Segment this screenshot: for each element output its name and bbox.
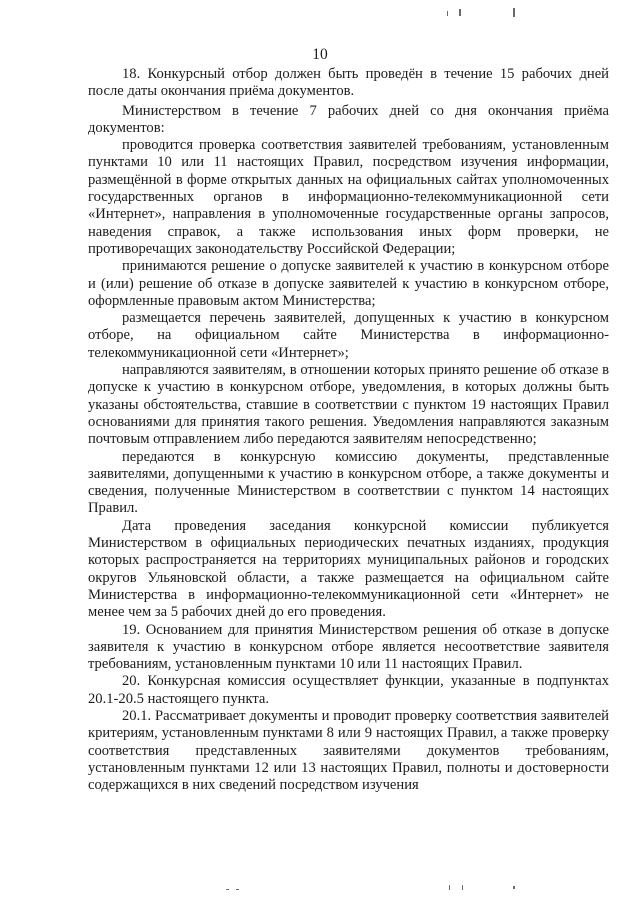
paragraph-list-published: размещается перечень заявителей, допущенных к участию в конкурсном отборе, на официальном сайте Министерства в информационно-телекоммуникационной сети «Интернет»; [88, 310, 609, 361]
paragraph-20: 20. Конкурсная комиссия осуществляет функции, указанные в подпунктах 20.1-20.5 настоящего пункта. [88, 673, 609, 707]
paragraph-admission-decision: принимаются решение о допуске заявителей к участию в конкурсном отборе и (или) решение об отказе в допуске заявителей к участию в конкурсном отборе, оформленные правовым актом Министерства; [88, 258, 609, 309]
paragraph-meeting-date: Дата проведения заседания конкурсной комиссии публикуется Министерством в официальных периодических печатных изданиях, продукция которых распространяется на территориях муниципальных районов и городских округов Ульяновской области, а также размещается на официальном сайте Министерства в информационно-телекоммуникационной сети «Интернет» не менее чем за 5 рабочих дней до его проведения. [88, 517, 609, 621]
scan-speck [462, 885, 463, 890]
paragraph-documents-to-commission: передаются в конкурсную комиссию документы, представленные заявителями, допущенными к участию в конкурсном отборе, а также документы и сведения, полученные Министерством в соответствии с пунктом 14 настоящих Правил. [88, 448, 609, 517]
scan-speck [513, 8, 515, 17]
page-number: 10 [312, 46, 328, 63]
paragraph-refusal-notices: направляются заявителям, в отношении которых принято решение об отказе в допуске к участию в конкурсном отборе, уведомления, в которых должны быть указаны обстоятельства, ставшие в соответствии с пунктом 19 настоящих Правил основаниями для принятия такого решения. Уведомления направляются заказным почтовым отправлением либо передаются заявителям непосредственно; [88, 362, 609, 448]
scan-speck [226, 889, 229, 890]
scan-speck [236, 889, 239, 890]
scan-speck [449, 885, 450, 890]
paragraph-verification: проводится проверка соответствия заявителей требованиям, установленным пунктами 10 или 11 настоящих Правил, посредством изучения информации, размещённой в форме открытых данных на официальных сайтах уполномоченных государственных органов в информационно-телекоммуникационной сети «Интернет», направления в уполномоченные государственные органы запросов, наведения справок, а также использования иных форм проверки, не противоречащих законодательству Российской Федерации; [88, 137, 609, 257]
document-body [88, 66, 609, 794]
scan-speck [459, 9, 461, 16]
paragraph-19: 19. Основанием для принятия Министерством решения об отказе в допуске заявителя к участию в конкурсном отборе является несоответствие заявителя требованиям, установленным пунктами 10 или 11 настоящих Правил. [88, 621, 609, 673]
scan-speck [447, 11, 448, 16]
scan-speck [513, 886, 515, 889]
paragraph-ministry-actions: Министерством в течение 7 рабочих дней со дня окончания приёма документов: [88, 102, 609, 136]
paragraph-18: 18. Конкурсный отбор должен быть проведён в течение 15 рабочих дней после даты окончания приёма документов. [88, 66, 609, 100]
paragraph-20-1: 20.1. Рассматривает документы и проводит проверку соответствия заявителей критериям, установленным пунктами 8 или 9 настоящих Правил, а также проверку соответствия представленных заявителями документов требованиям, установленным пунктами 12 или 13 настоящих Правил, полноты и достоверности содержащихся в них сведений посредством изучения [88, 707, 609, 794]
